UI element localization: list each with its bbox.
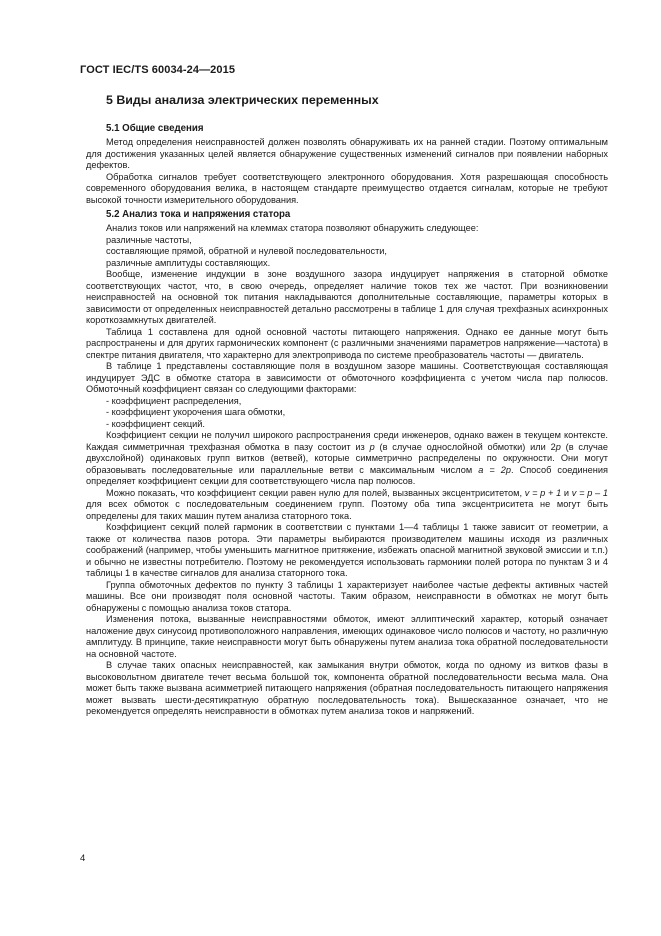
paragraph: Анализ токов или напряжений на клеммах статора позволяют обнаружить следующее: xyxy=(106,223,479,233)
list-item: - коэффициент распределения, xyxy=(106,395,242,406)
section-5-title: 5 Виды анализа электрических переменных xyxy=(106,93,379,107)
list-item: составляющие прямой, обратной и нулевой последовательности, xyxy=(106,246,387,256)
text-run: (в случае двухслойной) одинаковых групп витков (ветвей), которые симметрично распределены по окружности. Они могут образовывать последовательные или параллельные ветви с максимальным числом xyxy=(86,441,608,475)
paragraph: Группа обмоточных дефектов по пункту 3 таблицы 1 характеризует наиболее частые дефекты активных частей машины. Все они производят поля основной частоты. Таким образом, неисправности в обмотках не могут быть обнаружены с помощью анализа токов статора. xyxy=(86,579,608,613)
paragraph: Изменения потока, вызванные неисправностями обмоток, имеют эллиптический характер, который означает наложение двух синусоид противоположного направления, имеющих одинаковое число полюсов и частоту, но различную амплитуду. В принципе, такие неисправности могут быть обнаружены путем анализа тока обратной последовательности на основной частоте. xyxy=(86,614,608,659)
text-run: и xyxy=(561,487,572,498)
text-run: . Способ соединения определяет коэффициент секции для соответствующего числа пар полюсов. xyxy=(86,464,608,486)
paragraph: Коэффициент секций полей гармоник в соответствии с пунктами 1—4 таблицы 1 также зависит от геометрии, а также от количества пазов ротора. Эти параметры выбираются производителем машины исходя из различных соображений (например, чтобы уменьшить магнитное притяжение, избежать опасной магнитной звуковой эмиссии и т.п.) и обычно не известны потребителю. Поэтому не рекомендуется использовать гармоники полей ротора по пунктам 3 и 4 таблицы 1 в качестве сигналов для анализа статорного тока. xyxy=(86,522,608,578)
subsection-5-1-title: 5.1 Общие сведения xyxy=(106,123,204,134)
list-item: - коэффициент секций. xyxy=(106,418,205,429)
formula: a = 2p xyxy=(478,464,511,475)
formula: v = p – 1 xyxy=(571,487,608,498)
formula-var: p xyxy=(555,441,561,452)
formula-var: p xyxy=(369,441,375,452)
list-item: различные амплитуды составляющих. xyxy=(106,257,271,268)
list-item: - коэффициент укорочения шага обмотки, xyxy=(106,407,286,417)
paragraph: Метод определения неисправностей должен позволять обнаруживать их на ранней стадии. Поэтому оптимальным для достижения указанных целей является обнаружение существенных изменений сигналов при появлении наборных дефектов. xyxy=(86,137,608,170)
paragraph: В таблице 1 представлены составляющие поля в воздушном зазоре машины. Соответствующая составляющая индуцирует ЭДС в обмотке статора в зависимости от обмоточного коэффициента с учетом числа пар полюсов. Обмоточный коэффициент связан со следующими факторами: xyxy=(86,361,608,394)
paragraph: Обработка сигналов требует соответствующего электронного оборудования. Хотя разрешающая способность современного оборудования велика, в настоящем стандарте преимущество отдается сигналам, которые не требуют высокой точности измерительного оборудования. xyxy=(86,171,608,205)
formula: v = p + 1 xyxy=(524,487,562,498)
text-run: Коэффициент секции не получил широкого распространения среди инженеров, однако важен в текущем контексте. Каждая симметричная трехфазная обмотка в пазу состоит из xyxy=(86,430,608,452)
text-run: Можно показать, что коэффициент секции равен нулю для полей, вызванных эксцентриситетом, xyxy=(106,487,525,498)
paragraph: Вообще, изменение индукции в зоне воздушного зазора индуцирует напряжения в статорной обмотке соответствующих частот, что, в свою очередь, определяет наличие токов тех же частот. При возникновении неисправностей на основной ток питания накладываются дополнительные составляющие, параметры которых в зависимости от определенных неисправностей детально рассмотрены в таблице 1 для случая трехфазных асинхронных короткозамкнутых двигателей. xyxy=(86,269,608,325)
page-content xyxy=(86,92,608,718)
page-number: 4 xyxy=(80,853,86,864)
paragraph xyxy=(86,488,608,523)
list-item: различные частоты, xyxy=(106,234,192,245)
paragraph: Таблица 1 составлена для одной основной частоты питающего напряжения. Однако ее данные могут быть распространены и для других гармонических компонент (с различными значениями параметров напряжение—частота) в спектре питания двигателя, что характерно для электропривода по системе преобразователь частоты — двигатель. xyxy=(86,326,608,360)
paragraph xyxy=(86,430,608,488)
text-run: (в случае однослойной обмотки) или 2 xyxy=(374,441,556,452)
document-code-header: ГОСТ IEC/TS 60034-24—2015 xyxy=(80,64,236,76)
paragraph: В случае таких опасных неисправностей, как замыкания внутри обмоток, когда по одному из витков фазы в высоковольтном двигателе течет весьма большой ток, компонента обратной последовательности весьма мала. Она может быть также вызвана асимметрией питающего напряжения (обратная последовательность питающего напряжения может вызвать шести-десятикратную обратную последовательность тока). Вышесказанное означает, что не рекомендуется определять неисправности в обмотках путем анализа токов и напряжений. xyxy=(86,660,608,716)
subsection-5-2-title: 5.2 Анализ тока и напряжения статора xyxy=(106,209,291,220)
text-run: для всех обмоток с последовательным соединением групп. Поэтому оба типа эксцентриситета не могут быть определены для таких машин путем анализа статорного тока. xyxy=(86,499,608,521)
